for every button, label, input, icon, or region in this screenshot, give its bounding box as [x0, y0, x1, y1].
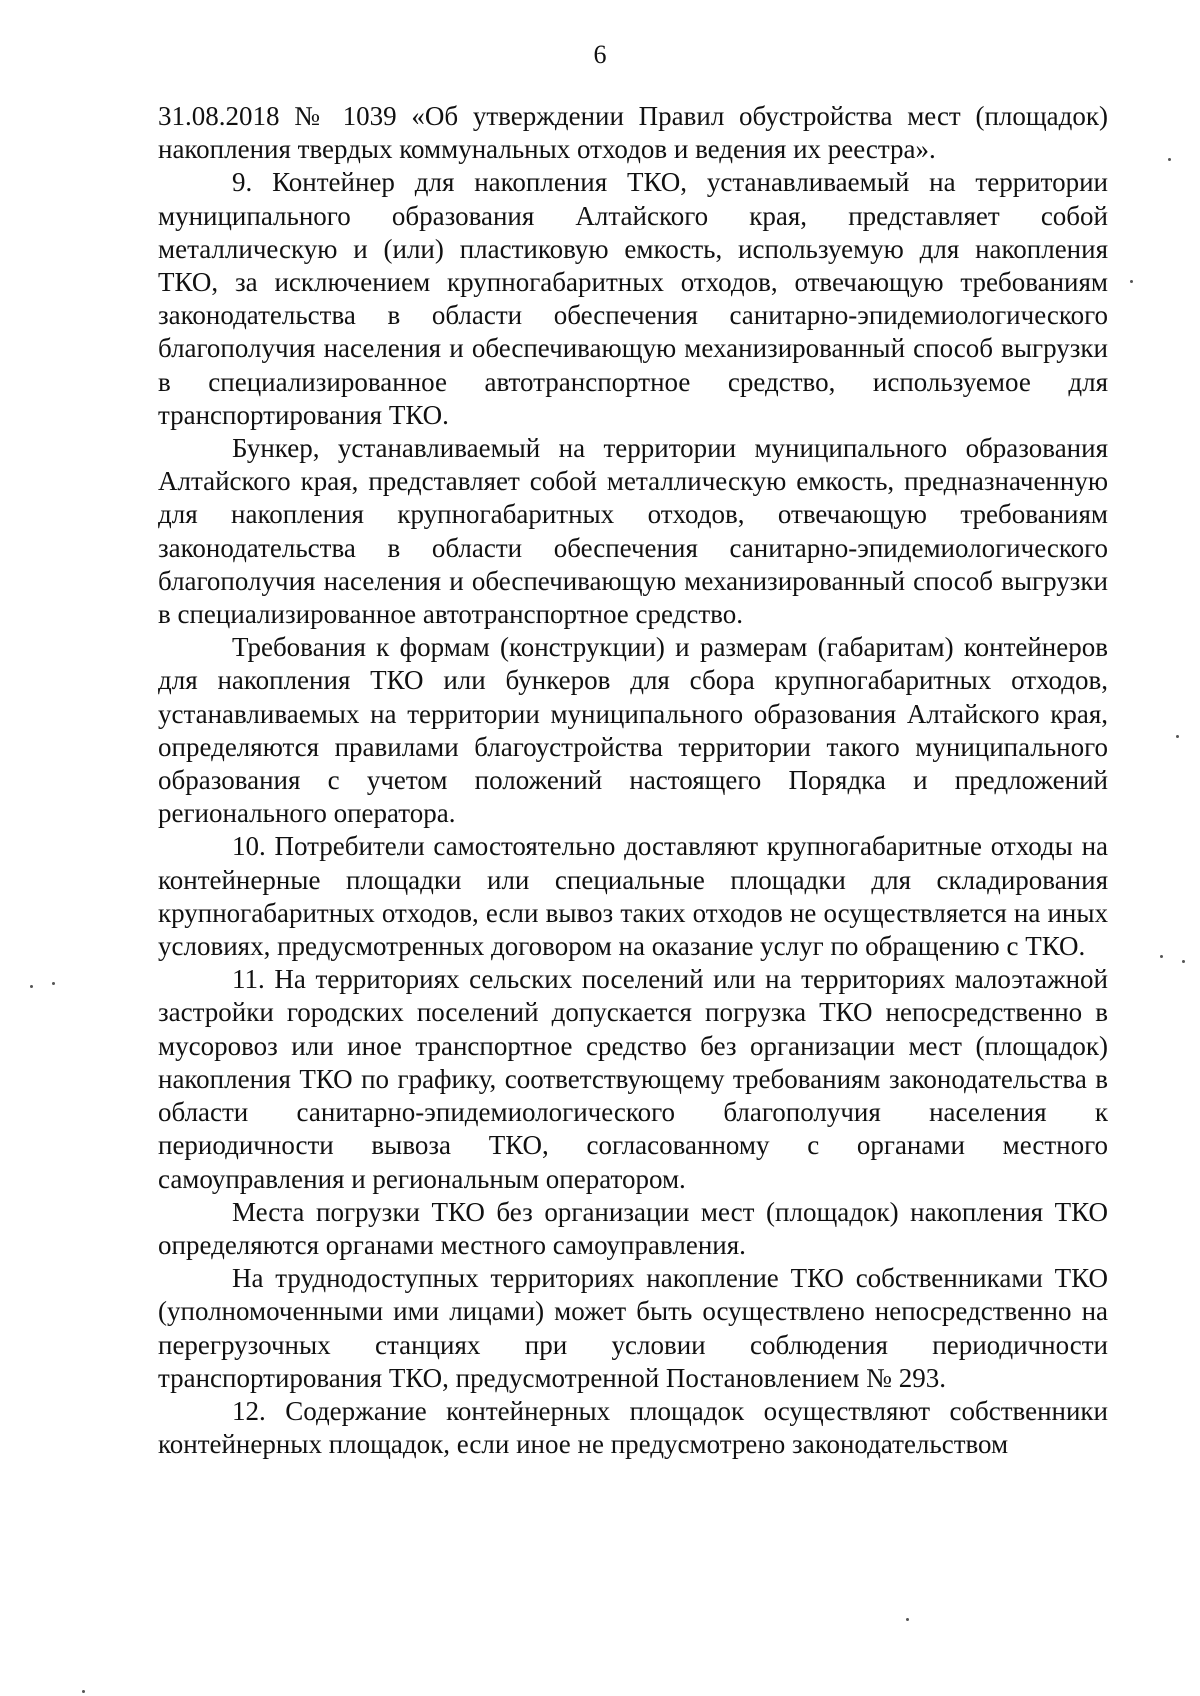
- scan-speck: [1168, 158, 1171, 161]
- paragraph-continuation: 31.08.2018 № 1039 «Об утверждении Правил обустройства мест (площадок) накопления твердых коммунальных отходов и ведения их реестра».: [158, 101, 1108, 165]
- document-body: [158, 100, 1108, 1461]
- scan-speck: [30, 985, 33, 988]
- scan-speck: [82, 1690, 85, 1693]
- paragraph-item-9: 9. Контейнер для накопления ТКО, устанавливаемый на территории муниципального образования Алтайского края, представляет собой металлическую и (или) пластиковую емкость, используемую для накопления ТКО, за исключением крупногабаритных отходов, отвечающую требованиям законодательства в области обеспечения санитарно-эпидемиологического благополучия населения и обеспечивающую механизированный способ выгрузки в специализированное автотранспортное средство, используемое для транспортирования ТКО.: [158, 167, 1108, 430]
- scan-speck: [906, 1618, 909, 1621]
- paragraph-item-12: 12. Содержание контейнерных площадок осуществляют собственники контейнерных площадок, если иное не предусмотрено законодательством: [158, 1395, 1108, 1460]
- scan-speck: [1176, 735, 1179, 738]
- scan-speck: [1182, 960, 1185, 963]
- scan-speck: [1160, 955, 1163, 958]
- paragraph-item-10: 10. Потребители самостоятельно доставляют крупногабаритные отходы на контейнерные площадки или специальные площадки для складирования крупногабаритных отходов, если вывоз таких отходов не осуществляется на иных условиях, предусмотренных договором на оказание услуг по обращению с ТКО.: [158, 831, 1108, 962]
- scan-speck: [52, 982, 55, 985]
- paragraph-bunker: Бункер, устанавливаемый на территории муниципального образования Алтайского края, представляет собой металлическую емкость, предназначенную для накопления крупногабаритных отходов, отвечающую требованиям законодательства в области обеспечения санитарно-эпидемиологического благополучия населения и обеспечивающую механизированный способ выгрузки в специализированное автотранспортное средство.: [158, 433, 1108, 630]
- paragraph-item-11: 11. На территориях сельских поселений или на территориях малоэтажной застройки городских поселений допускается погрузка ТКО непосредственно в мусоровоз или иное транспортное средство без организации мест (площадок) накопления ТКО по графику, соответствующему требованиям законодательства в области санитарно-эпидемиологического благополучия населения к периодичности вывоза ТКО, согласованному с органами местного самоуправления и региональным оператором.: [158, 964, 1108, 1194]
- paragraph-loading-places: Места погрузки ТКО без организации мест (площадок) накопления ТКО определяются органами местного самоуправления.: [158, 1196, 1108, 1260]
- page-number: 6: [593, 40, 607, 69]
- scan-speck: [1130, 280, 1133, 283]
- paragraph-remote-territories: На труднодоступных территориях накопление ТКО собственниками ТКО (уполномоченными ими лицами) может быть осуществлено непосредственно на перегрузочных станциях при условии соблюдения периодичности транспортирования ТКО, предусмотренной Постановлением № 293.: [158, 1263, 1108, 1393]
- paragraph-requirements: Требования к формам (конструкции) и размерам (габаритам) контейнеров для накопления ТКО или бункеров для сбора крупногабаритных отходов, устанавливаемых на территории муниципального образования Алтайского края, определяются правилами благоустройства территории такого муниципального образования с учетом положений настоящего Порядка и предложений регионального оператора.: [158, 632, 1108, 829]
